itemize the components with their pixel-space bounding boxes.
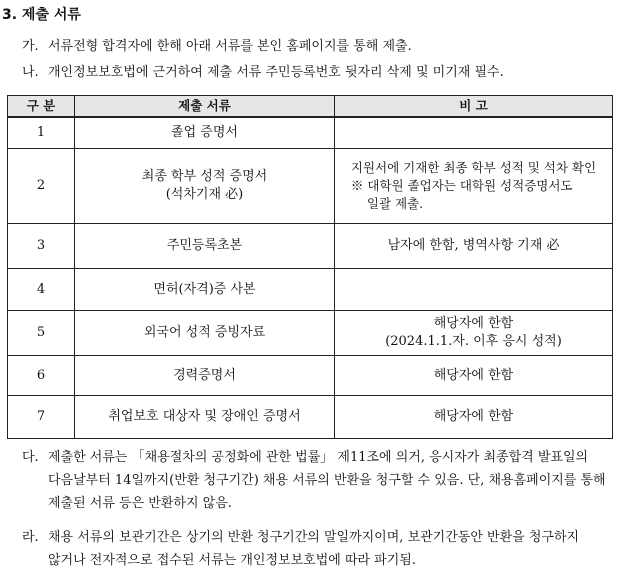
table-row (8, 356, 613, 396)
intro-mark: 나. (22, 65, 39, 80)
row-remark (335, 149, 613, 224)
row-document: 취업보호 대상자 및 장애인 증명서 (75, 396, 335, 439)
document-note: (석차기재 必) (165, 187, 244, 202)
table-row (8, 224, 613, 269)
row-remark: 남자에 한함, 병역사항 기재 必 (335, 224, 613, 269)
row-document: 외국어 성적 증빙자료 (75, 311, 335, 356)
note-ra (0, 526, 621, 576)
header-category: 구 분 (8, 96, 75, 117)
remark-line: ※ 대학원 졸업자는 대학원 성적증명서도 (350, 177, 573, 193)
row-number: 2 (8, 149, 75, 224)
intro-mark: 가. (22, 39, 39, 54)
remark-line: (2024.1.1.자. 이후 응시 성적) (385, 334, 562, 349)
remark-line: 일괄 제출. (366, 195, 424, 211)
row-remark (335, 117, 613, 149)
note-da (0, 446, 621, 516)
table-row (8, 311, 613, 356)
table-row (8, 396, 613, 439)
row-number: 3 (8, 224, 75, 269)
note-text: 제출한 서류는 「채용절차의 공정화에 관한 법률」 제11조에 의거, 응시자가 최종합격 발표일의 다음날부터 14일까지(반환 청구기간) 채용 서류의 반환을 청구할 수 있음. 단, 채용홈페이지를 통해 제출된 서류 등은 반환하지 않음. (48, 450, 606, 511)
row-number: 7 (8, 396, 75, 439)
table-header-row (8, 96, 613, 117)
row-remark: 해당자에 한함 (335, 356, 613, 396)
row-remark: 해당자에 한함 (335, 396, 613, 439)
note-mark: 다. (22, 450, 39, 465)
row-document: 주민등록초본 (75, 224, 335, 269)
note-text: 채용 서류의 보관기간은 상기의 반환 청구기간의 말일까지이며, 보관기간동안 반환을 청구하지 않거나 전자적으로 접수된 서류는 개인정보보호법에 따라 파기됨. (48, 530, 580, 568)
remark-line: 해당자에 한함 (433, 316, 514, 331)
documents-table (7, 95, 613, 439)
document-name: 최종 학부 성적 증명서 (141, 169, 268, 184)
intro-text: 개인정보보호법에 근거하여 제출 서류 주민등록번호 뒷자리 삭제 및 미기재 필수. (48, 65, 504, 80)
header-remarks: 비 고 (335, 96, 613, 117)
row-remark (335, 269, 613, 311)
table-row (8, 269, 613, 311)
row-number: 1 (8, 117, 75, 149)
table-row (8, 149, 613, 224)
row-document: 면허(자격)증 사본 (75, 269, 335, 311)
row-number: 5 (8, 311, 75, 356)
intro-text: 서류전형 합격자에 한해 아래 서류를 본인 홈페이지를 통해 제출. (48, 39, 412, 54)
row-document: 졸업 증명서 (75, 117, 335, 149)
row-document: 경력증명서 (75, 356, 335, 396)
remark-block (351, 159, 596, 213)
table-row (8, 117, 613, 149)
remark-line: 지원서에 기재한 최종 학부 성적 및 석차 확인 (350, 159, 597, 175)
note-mark: 라. (22, 530, 39, 545)
row-number: 4 (8, 269, 75, 311)
row-remark (335, 311, 613, 356)
row-document (75, 149, 335, 224)
header-documents: 제출 서류 (75, 96, 335, 117)
row-number: 6 (8, 356, 75, 396)
section-heading: 3. 제출 서류 (2, 7, 81, 23)
